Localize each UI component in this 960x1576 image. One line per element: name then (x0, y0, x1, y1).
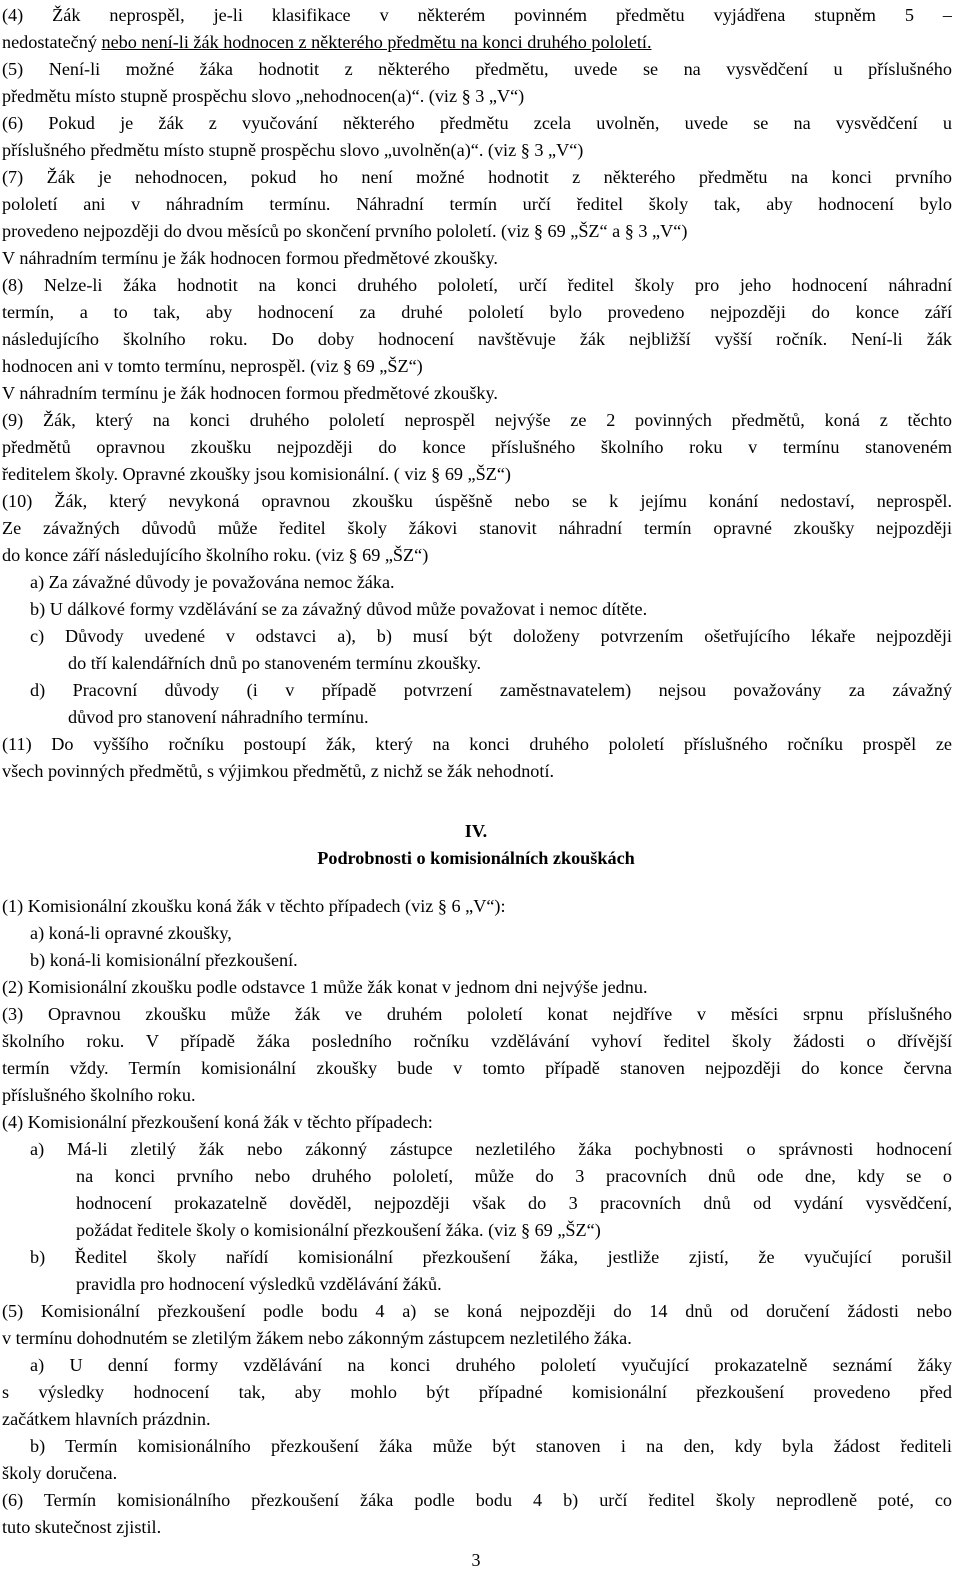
text-line: d) Pracovní důvody (i v případě potvrzení zaměstnavatelem) nejsou považovány za závažný (30, 680, 952, 700)
text-line: (8) Nelze-li žáka hodnotit na konci druhého pololetí, určí ředitel školy pro jeho hodnocení náhradní (2, 275, 952, 295)
text-line: příslušného školního roku. (2, 1085, 196, 1105)
text-line: (10) Žák, který nevykoná opravnou zkoušku úspěšně nebo se k jejímu konání nedostaví, neprospěl. (2, 491, 952, 511)
text-line: (11) Do vyššího ročníku postoupí žák, který na konci druhého pololetí příslušného ročníku prospěl ze (2, 734, 952, 754)
section-heading: Podrobnosti o komisionálních zkouškách (317, 848, 635, 868)
text-line: a) Za závažné důvody je považována nemoc žáka. (30, 572, 395, 592)
underlined-text: nebo není-li žák hodnocen z některého předmětu na konci druhého pololetí. (101, 32, 652, 52)
text-line: školního roku. V případě žáka posledního ročníku vzdělávání vyhoví ředitel školy žádosti o dřívější (2, 1031, 952, 1051)
text-line: a) koná-li opravné zkoušky, (30, 923, 232, 943)
section-heading: IV. (464, 821, 488, 841)
text-line: (2) Komisionální zkoušku podle odstavce 1 může žák konat v jednom dni nejvýše jednu. (2, 977, 648, 997)
text-line: v termínu dohodnutém se zletilým žákem nebo zákonným zástupcem nezletilého žáka. (2, 1328, 632, 1348)
text-line: termín, a to tak, aby hodnocení za druhé pololetí bylo provedeno nejpozději do konce září (2, 302, 952, 322)
text-line: do tří kalendářních dnů po stanoveném termínu zkoušky. (68, 653, 481, 673)
page-number: 3 (471, 1550, 481, 1570)
text-line: s výsledky hodnocení tak, aby mohlo být případné komisionální přezkoušení provedeno před (2, 1382, 952, 1402)
text-line: (7) Žák je nehodnocen, pokud ho není možné hodnotit z některého předmětu na konci prvního (2, 167, 952, 187)
text-line: b) koná-li komisionální přezkoušení. (30, 950, 298, 970)
text-line: předmětu místo stupně prospěchu slovo „nehodnocen(a)“. (viz § 3 „V“) (2, 86, 525, 106)
text-line: V náhradním termínu je žák hodnocen formou předmětové zkoušky. (2, 383, 498, 403)
text-line: c) Důvody uvedené v odstavci a), b) musí být doloženy potvrzením ošetřujícího lékaře nejpozději (30, 626, 952, 646)
text-line: všech povinných předmětů, s výjimkou předmětů, z nichž se žák nehodnotí. (2, 761, 555, 781)
text-line: pravidla pro hodnocení výsledků vzdělávání žáků. (76, 1274, 442, 1294)
text-line (2, 29, 952, 56)
text-line: Ze závažných důvodů může ředitel školy žákovi stanovit náhradní termín opravné zkoušky nejpozději (2, 518, 952, 538)
text-span: nedostatečný (2, 32, 102, 52)
text-line: školy doručena. (2, 1463, 118, 1483)
text-line: na konci prvního nebo druhého pololetí, může do 3 pracovních dnů ode dne, kdy se o (76, 1166, 952, 1186)
text-line: provedeno nejpozději do dvou měsíců po skončení prvního pololetí. (viz § 69 „ŠZ“ a § 3 „V“) (2, 221, 688, 241)
text-line: do konce září následujícího školního roku. (viz § 69 „ŠZ“) (2, 545, 429, 565)
text-line: hodnocen ani v tomto termínu, neprospěl. (viz § 69 „ŠZ“) (2, 356, 423, 376)
text-line: (6) Termín komisionálního přezkoušení žáka podle bodu 4 b) určí ředitel školy neprodleně poté, co (2, 1490, 952, 1510)
text-line: (3) Opravnou zkoušku může žák ve druhém pololetí konat nejdříve v měsíci srpnu příslušného (2, 1004, 952, 1024)
text-line: V náhradním termínu je žák hodnocen formou předmětové zkoušky. (2, 248, 498, 268)
text-line: ředitelem školy. Opravné zkoušky jsou komisionální. ( viz § 69 „ŠZ“) (2, 464, 511, 484)
text-line: (4) Komisionální přezkoušení koná žák v těchto případech: (2, 1112, 433, 1132)
text-line: začátkem hlavních prázdnin. (2, 1409, 211, 1429)
text-line: a) U denní formy vzdělávání na konci druhého pololetí vyučující prokazatelně seznámí žáky (30, 1355, 952, 1375)
text-line: (9) Žák, který na konci druhého pololetí neprospěl nejvýše ze 2 povinných předmětů, koná z těchto (2, 410, 952, 430)
text-line: (5) Není-li možné žáka hodnotit z některého předmětu, uvede se na vysvědčení u příslušného (2, 59, 952, 79)
text-line: hodnocení prokazatelně dověděl, nejpozději však do 3 pracovních dnů od vydání vysvědčení, (76, 1193, 952, 1213)
text-line: (1) Komisionální zkoušku koná žák v těchto případech (viz § 6 „V“): (2, 896, 506, 916)
text-line: následujícího školního roku. Do doby hodnocení navštěvuje žák nejbližší vyšší ročník. Není-li žák (2, 329, 952, 349)
text-line: (6) Pokud je žák z vyučování některého předmětu zcela uvolněn, uvede se na vysvědčení u (2, 113, 952, 133)
text-line: termín vždy. Termín komisionální zkoušky bude v tomto případě stanoven nejpozději do konce června (2, 1058, 952, 1078)
text-line: (5) Komisionální přezkoušení podle bodu 4 a) se koná nejpozději do 14 dnů od doručení žádosti nebo (2, 1301, 952, 1321)
text-line: pololetí ani v náhradním termínu. Náhradní termín určí ředitel školy tak, aby hodnocení bylo (2, 194, 952, 214)
text-line: b) Termín komisionálního přezkoušení žáka může být stanoven i na den, kdy byla žádost řediteli (30, 1436, 952, 1456)
text-line: b) Ředitel školy nařídí komisionální přezkoušení žáka, jestliže zjistí, že vyučující porušil (30, 1247, 952, 1267)
text-line: požádat ředitele školy o komisionální přezkoušení žáka. (viz § 69 „ŠZ“) (76, 1220, 601, 1240)
text-line: důvod pro stanovení náhradního termínu. (68, 707, 369, 727)
text-line: b) U dálkové formy vzdělávání se za závažný důvod může považovat i nemoc dítěte. (30, 599, 648, 619)
text-line: tuto skutečnost zjistil. (2, 1517, 162, 1537)
text-line: a) Má-li zletilý žák nebo zákonný zástupce nezletilého žáka pochybnosti o správnosti hodnocení (30, 1139, 952, 1159)
text-line: (4) Žák neprospěl, je-li klasifikace v některém povinném předmětu vyjádřena stupněm 5 – (2, 5, 952, 25)
text-line: předmětů opravnou zkoušku nejpozději do konce příslušného školního roku v termínu stanoveném (2, 437, 952, 457)
text-line: příslušného předmětu místo stupně prospěchu slovo „uvolněn(a)“. (viz § 3 „V“) (2, 140, 584, 160)
